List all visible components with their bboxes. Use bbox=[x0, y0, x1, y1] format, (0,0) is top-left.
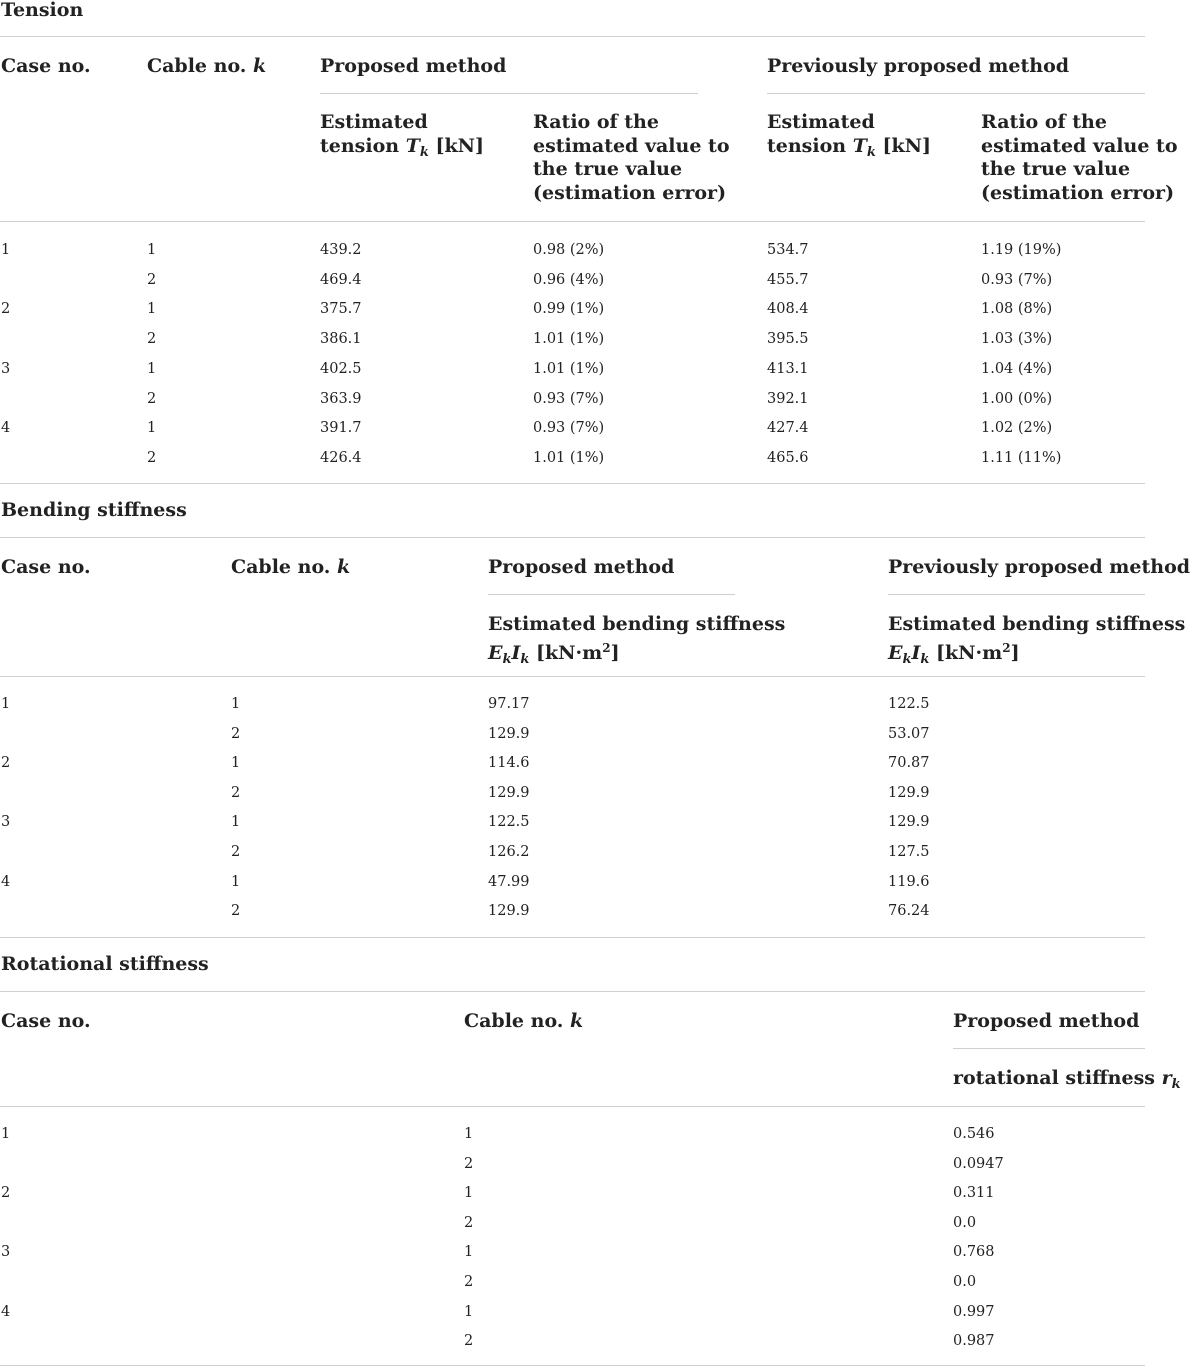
q-cell: 76.24 bbox=[888, 903, 930, 920]
cable-cell: 2 bbox=[464, 1214, 474, 1231]
bending-q-unit-sup: 2 bbox=[1002, 640, 1011, 655]
p-cell: 97.17 bbox=[488, 696, 530, 712]
bending-bottom-rule bbox=[0, 937, 1145, 938]
cable-cell: 1 bbox=[231, 696, 241, 712]
bending-proposed-header: Proposed method bbox=[488, 556, 675, 578]
rotational-stiffness-var: r bbox=[1161, 1067, 1172, 1089]
tension-top-rule bbox=[0, 36, 1145, 37]
cable-cell: 1 bbox=[231, 814, 241, 831]
p-tension-cell: 386.1 bbox=[320, 331, 362, 348]
q-cell: 127.5 bbox=[888, 844, 930, 860]
bending-p-unit-sup: 2 bbox=[602, 640, 611, 655]
rotational-case-header: Case no. bbox=[1, 1010, 91, 1032]
case-cell: 1 bbox=[1, 1126, 11, 1142]
rotational-cable-header bbox=[464, 1010, 583, 1034]
q-tension-cell: 392.1 bbox=[767, 390, 809, 407]
p-cell: 0.0 bbox=[953, 1214, 977, 1231]
table-row bbox=[0, 1185, 1145, 1201]
tension-q-est-unit: [kN] bbox=[882, 134, 932, 157]
q-cell: 70.87 bbox=[888, 755, 930, 772]
case-cell: 4 bbox=[1, 1303, 11, 1320]
rotational-stiffness-label: rotational stiffness bbox=[953, 1067, 1155, 1089]
p-ratio-cell: 0.96 (4%) bbox=[533, 271, 605, 288]
q-ratio-cell: 1.11 (11%) bbox=[981, 449, 1062, 466]
table-row bbox=[0, 1156, 1145, 1172]
table-row bbox=[0, 755, 1145, 771]
bending-q-sub-e: k bbox=[902, 651, 912, 667]
bending-section-title: Bending stiffness bbox=[1, 499, 187, 521]
cable-cell: 2 bbox=[231, 725, 241, 742]
q-cell: 53.07 bbox=[888, 725, 930, 742]
cable-cell: 2 bbox=[147, 331, 157, 348]
cable-cell: 1 bbox=[147, 301, 157, 318]
table-row bbox=[0, 814, 1145, 830]
tension-p-est-sub: k bbox=[419, 144, 429, 160]
q-ratio-cell: 1.02 (2%) bbox=[981, 420, 1053, 437]
table-row bbox=[0, 903, 1145, 919]
tension-q-ratio-l1: Ratio of the bbox=[981, 111, 1107, 133]
p-tension-cell: 375.7 bbox=[320, 301, 362, 318]
p-cell: 0.997 bbox=[953, 1303, 995, 1320]
q-ratio-cell: 1.03 (3%) bbox=[981, 331, 1053, 348]
cable-cell: 1 bbox=[231, 873, 241, 890]
p-cell: 47.99 bbox=[488, 873, 530, 890]
case-cell: 1 bbox=[1, 696, 11, 712]
q-tension-cell: 465.6 bbox=[767, 449, 809, 466]
q-ratio-cell: 0.93 (7%) bbox=[981, 271, 1053, 288]
bending-cable-header bbox=[231, 556, 350, 580]
bending-cable-header-label: Cable no. bbox=[231, 556, 331, 578]
p-cell: 0.0 bbox=[953, 1274, 977, 1290]
tension-p-ratio-l1: Ratio of the bbox=[533, 111, 659, 133]
rotational-header-rule bbox=[0, 1106, 1145, 1107]
cable-cell: 1 bbox=[231, 755, 241, 772]
cable-cell: 1 bbox=[147, 420, 157, 437]
q-tension-cell: 395.5 bbox=[767, 331, 809, 348]
tension-cable-header-label: Cable no. bbox=[147, 55, 247, 77]
p-tension-cell: 402.5 bbox=[320, 360, 362, 377]
bending-q-est-l1: Estimated bending stiffness bbox=[888, 613, 1186, 635]
case-cell: 2 bbox=[1, 301, 11, 318]
table-row bbox=[0, 1304, 1145, 1320]
p-tension-cell: 439.2 bbox=[320, 242, 362, 258]
p-ratio-cell: 0.93 (7%) bbox=[533, 420, 605, 437]
q-ratio-cell: 1.08 (8%) bbox=[981, 301, 1053, 318]
rotational-stiffness-header bbox=[953, 1067, 1181, 1097]
tension-cable-var: k bbox=[253, 55, 267, 77]
bending-p-unit-close: ] bbox=[610, 641, 620, 664]
bending-header-rule bbox=[0, 676, 1145, 677]
tension-q-est-sub: k bbox=[866, 144, 876, 160]
p-tension-cell: 391.7 bbox=[320, 420, 362, 437]
q-tension-cell: 408.4 bbox=[767, 301, 809, 318]
bending-p-sub-i: k bbox=[520, 651, 530, 667]
p-tension-cell: 469.4 bbox=[320, 271, 362, 288]
bending-p-var-e: E bbox=[488, 641, 503, 664]
tension-p-est-l1: Estimated bbox=[320, 111, 428, 133]
bending-q-var-e: E bbox=[888, 641, 903, 664]
tension-section-title: Tension bbox=[1, 0, 84, 21]
bending-previous-header: Previously proposed method bbox=[888, 556, 1190, 578]
p-ratio-cell: 1.01 (1%) bbox=[533, 360, 605, 377]
table-row bbox=[0, 272, 1145, 288]
q-cell: 122.5 bbox=[888, 696, 930, 712]
table-row bbox=[0, 391, 1145, 407]
tension-p-est-var: T bbox=[405, 134, 420, 157]
tension-p-ratio-l3: the true value bbox=[533, 158, 683, 180]
rotational-stiffness-sub: k bbox=[1171, 1077, 1181, 1092]
table-row bbox=[0, 1244, 1145, 1260]
bending-q-var-i: I bbox=[911, 641, 921, 664]
tension-q-ratio-l3: the true value bbox=[981, 158, 1131, 180]
tension-p-ratio-l2: estimated value to bbox=[533, 134, 730, 157]
cable-cell: 2 bbox=[464, 1274, 474, 1290]
cable-cell: 1 bbox=[464, 1303, 474, 1320]
p-cell: 114.6 bbox=[488, 755, 530, 772]
tension-p-ratio-header bbox=[533, 111, 730, 205]
table-row bbox=[0, 1126, 1145, 1142]
p-cell: 0.546 bbox=[953, 1126, 995, 1142]
bending-case-header: Case no. bbox=[1, 556, 91, 578]
q-tension-cell: 427.4 bbox=[767, 420, 809, 437]
p-ratio-cell: 1.01 (1%) bbox=[533, 449, 605, 466]
table-row bbox=[0, 242, 1145, 258]
q-tension-cell: 455.7 bbox=[767, 271, 809, 288]
p-ratio-cell: 0.93 (7%) bbox=[533, 390, 605, 407]
table-row bbox=[0, 696, 1145, 712]
rotational-cable-header-label: Cable no. bbox=[464, 1010, 564, 1032]
p-tension-cell: 426.4 bbox=[320, 449, 362, 466]
rotational-cable-var: k bbox=[570, 1010, 584, 1032]
bending-q-unit-close: ] bbox=[1010, 641, 1020, 664]
table-row bbox=[0, 785, 1145, 801]
rotational-proposed-header: Proposed method bbox=[953, 1010, 1140, 1032]
p-cell: 129.9 bbox=[488, 784, 530, 801]
tension-p-est-unit: [kN] bbox=[435, 134, 485, 157]
q-cell: 119.6 bbox=[888, 873, 930, 890]
tension-case-header: Case no. bbox=[1, 55, 91, 77]
p-cell: 0.0947 bbox=[953, 1155, 1004, 1172]
tension-previous-subrule bbox=[767, 93, 1145, 94]
case-cell: 3 bbox=[1, 360, 11, 377]
q-ratio-cell: 1.00 (0%) bbox=[981, 390, 1053, 407]
bending-top-rule bbox=[0, 537, 1145, 538]
bending-previous-subrule bbox=[888, 594, 1145, 595]
bending-proposed-subrule bbox=[488, 594, 735, 595]
tension-proposed-subrule bbox=[320, 93, 698, 94]
p-cell: 122.5 bbox=[488, 814, 530, 831]
case-cell: 2 bbox=[1, 755, 11, 772]
table-row bbox=[0, 361, 1145, 377]
tension-p-est-header bbox=[320, 111, 484, 164]
cable-cell: 2 bbox=[464, 1333, 474, 1350]
cable-cell: 1 bbox=[464, 1244, 474, 1261]
rotational-proposed-subrule bbox=[953, 1048, 1145, 1049]
tension-q-est-header bbox=[767, 111, 931, 164]
p-cell: 0.768 bbox=[953, 1244, 995, 1261]
tension-previous-header: Previously proposed method bbox=[767, 55, 1070, 77]
cable-cell: 2 bbox=[147, 449, 157, 466]
tension-q-ratio-l2: estimated value to bbox=[981, 134, 1178, 157]
tension-bottom-rule bbox=[0, 483, 1145, 484]
table-row bbox=[0, 301, 1145, 317]
p-ratio-cell: 1.01 (1%) bbox=[533, 331, 605, 348]
bending-cable-var: k bbox=[337, 556, 351, 578]
cable-cell: 2 bbox=[231, 844, 241, 860]
tension-p-est-l2: tension bbox=[320, 134, 400, 157]
cable-cell: 2 bbox=[147, 390, 157, 407]
q-cell: 129.9 bbox=[888, 784, 930, 801]
tension-q-est-var: T bbox=[852, 134, 867, 157]
case-cell: 4 bbox=[1, 420, 11, 437]
bending-q-unit: [kN·m bbox=[936, 641, 1003, 664]
p-cell: 129.9 bbox=[488, 725, 530, 742]
bending-q-sub-i: k bbox=[920, 651, 930, 667]
case-cell: 1 bbox=[1, 242, 11, 258]
table-row bbox=[0, 874, 1145, 890]
cable-cell: 1 bbox=[464, 1126, 474, 1142]
p-cell: 0.311 bbox=[953, 1185, 995, 1202]
rotational-bottom-rule bbox=[0, 1365, 1145, 1366]
table-row bbox=[0, 1333, 1145, 1349]
bending-p-var-i: I bbox=[511, 641, 521, 664]
p-ratio-cell: 0.98 (2%) bbox=[533, 242, 605, 258]
q-ratio-cell: 1.04 (4%) bbox=[981, 360, 1053, 377]
case-cell: 3 bbox=[1, 1244, 11, 1261]
q-tension-cell: 534.7 bbox=[767, 242, 809, 258]
bending-q-est-header bbox=[888, 613, 1185, 671]
bending-p-est-header bbox=[488, 613, 785, 671]
bending-p-sub-e: k bbox=[502, 651, 512, 667]
tension-q-est-l2: tension bbox=[767, 134, 847, 157]
q-cell: 129.9 bbox=[888, 814, 930, 831]
cable-cell: 2 bbox=[464, 1155, 474, 1172]
cable-cell: 1 bbox=[147, 360, 157, 377]
q-ratio-cell: 1.19 (19%) bbox=[981, 242, 1062, 258]
table-row bbox=[0, 420, 1145, 436]
cable-cell: 2 bbox=[147, 271, 157, 288]
q-tension-cell: 413.1 bbox=[767, 360, 809, 377]
bending-p-est-l1: Estimated bending stiffness bbox=[488, 613, 786, 635]
table-row bbox=[0, 450, 1145, 466]
tension-proposed-header: Proposed method bbox=[320, 55, 507, 77]
tension-q-ratio-l4: (estimation error) bbox=[981, 181, 1175, 204]
p-cell: 129.9 bbox=[488, 903, 530, 920]
table-row bbox=[0, 1215, 1145, 1231]
cable-cell: 2 bbox=[231, 784, 241, 801]
rotational-section-title: Rotational stiffness bbox=[1, 953, 209, 975]
tension-header-rule bbox=[0, 221, 1145, 222]
tension-p-ratio-l4: (estimation error) bbox=[533, 181, 727, 204]
cable-cell: 1 bbox=[147, 242, 157, 258]
rotational-top-rule bbox=[0, 991, 1145, 992]
p-cell: 126.2 bbox=[488, 844, 530, 860]
bending-p-unit: [kN·m bbox=[536, 641, 603, 664]
table-row bbox=[0, 331, 1145, 347]
case-cell: 2 bbox=[1, 1185, 11, 1202]
p-ratio-cell: 0.99 (1%) bbox=[533, 301, 605, 318]
tension-q-est-l1: Estimated bbox=[767, 111, 875, 133]
table-row bbox=[0, 844, 1145, 860]
tension-cable-header bbox=[147, 55, 266, 79]
cable-cell: 2 bbox=[231, 903, 241, 920]
case-cell: 3 bbox=[1, 814, 11, 831]
table-row bbox=[0, 1274, 1145, 1290]
cable-cell: 1 bbox=[464, 1185, 474, 1202]
p-cell: 0.987 bbox=[953, 1333, 995, 1350]
table-row bbox=[0, 726, 1145, 742]
p-tension-cell: 363.9 bbox=[320, 390, 362, 407]
tension-q-ratio-header bbox=[981, 111, 1178, 205]
case-cell: 4 bbox=[1, 873, 11, 890]
